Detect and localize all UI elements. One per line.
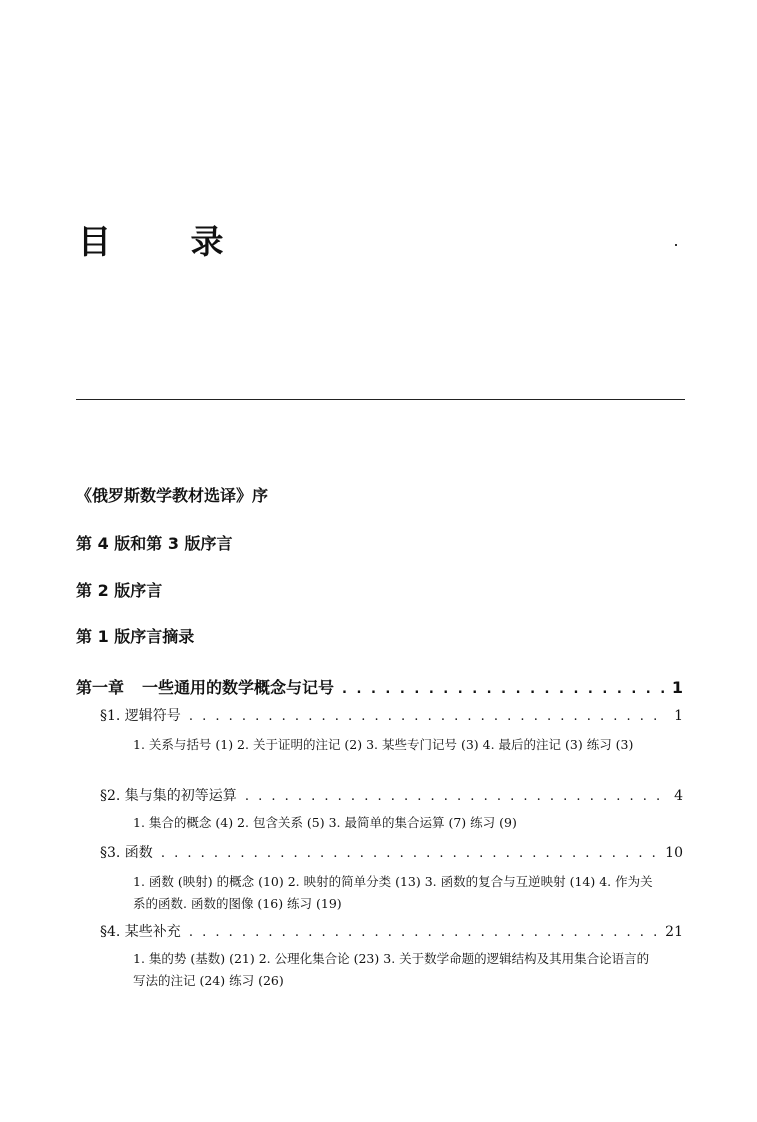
toc-section-4[interactable] [100,921,683,941]
toc-front-preface-2[interactable]: 第 2 版序言 [76,581,163,600]
section-label: §1. 逻辑符号 [100,708,181,724]
leader-dots [189,925,657,940]
toc-front-preface-1[interactable]: 第 1 版序言摘录 [76,627,195,646]
toc-chapter-1[interactable] [76,675,683,698]
leader-dots [342,682,664,697]
toc-front-preface-4-3[interactable]: 第 4 版和第 3 版序言 [76,534,233,553]
toc-section-1[interactable] [100,705,683,725]
toc-front-series-preface[interactable]: 《俄罗斯数学教材选译》序 [76,486,269,505]
section-1-subsections: 1. 关系与括号 (1) 2. 关于证明的注记 (2) 3. 某些专门记号 (3) 4. 最后的注记 (3) 练习 (3) [133,737,634,752]
chapter-title: 一些通用的数学概念与记号 [142,678,335,697]
title-divider [76,399,685,400]
leader-dots [245,789,666,804]
scan-speck [675,244,677,246]
toc-section-3[interactable] [100,842,683,862]
toc-section-2[interactable] [100,785,683,805]
chapter-page: 1 [671,678,683,697]
section-page: 10 [665,845,683,861]
section-2-subsections: 1. 集合的概念 (4) 2. 包含关系 (5) 3. 最简单的集合运算 (7) 练习 (9) [133,815,517,830]
leader-dots [161,846,657,861]
page-title: 目 录 [78,222,258,261]
section-label: §4. 某些补充 [100,924,181,940]
section-page: 1 [674,708,683,724]
section-label: §3. 函数 [100,845,153,861]
section-3-subsections: 1. 函数 (映射) 的概念 (10) 2. 映射的简单分类 (13) 3. 函数的复合与互逆映射 (14) 4. 作为关系的函数. 函数的图像 (16) 练习 (19) [133,874,653,911]
section-page: 21 [665,924,683,940]
section-4-subsections: 1. 集的势 (基数) (21) 2. 公理化集合论 (23) 3. 关于数学命题的逻辑结构及其用集合论语言的写法的注记 (24) 练习 (26) [133,951,650,988]
leader-dots [189,709,666,724]
section-page: 4 [674,788,683,804]
chapter-number: 第一章 [76,678,125,697]
section-label: §2. 集与集的初等运算 [100,788,237,804]
